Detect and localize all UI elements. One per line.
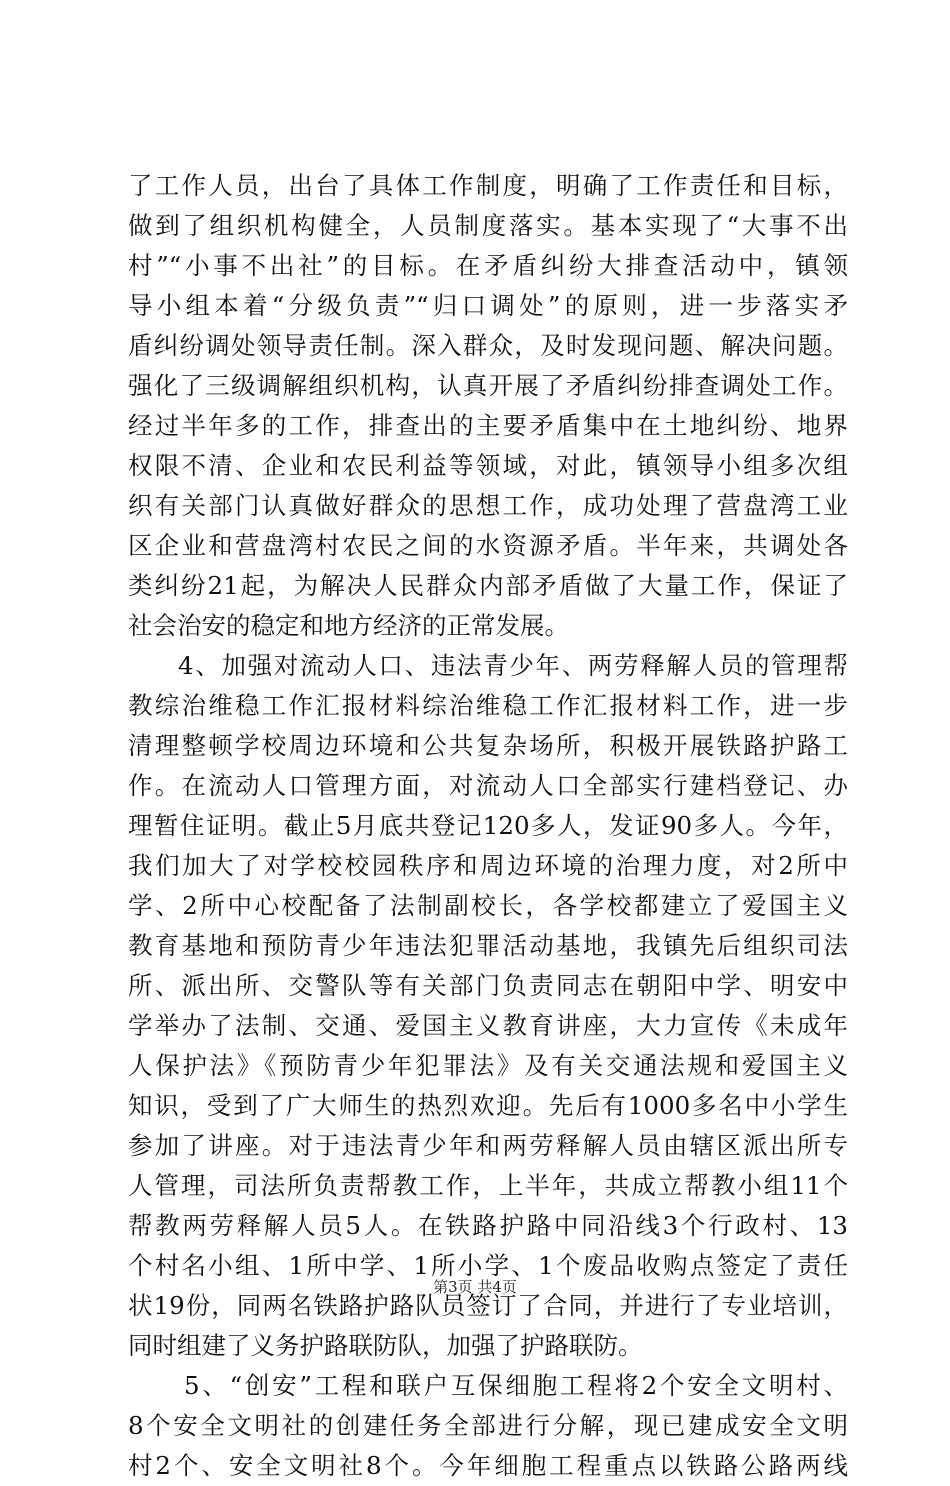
text-line-6: 强化了三级调解组织机构，认真开展了矛盾纠纷排查调处工作。 — [128, 371, 848, 400]
text-line-32: 8个安全文明社的创建任务全部进行分解，现已建成安全文明 — [128, 1411, 848, 1440]
text-line-23: 人保护法》《预防青少年犯罪法》及有关交通法规和爱国主义 — [128, 1051, 848, 1080]
text-line-22: 学举办了法制、交通、爱国主义教育讲座，大力宣传《未成年 — [128, 1011, 848, 1040]
text-line-16: 作。在流动人口管理方面，对流动人口全部实行建档登记、办 — [128, 771, 848, 800]
text-line-7: 经过半年多的工作，排查出的主要矛盾集中在土地纠纷、地界 — [128, 411, 848, 440]
text-line-33: 村2个、安全文明社8个。今年细胞工程重点以铁路公路两线 — [128, 1451, 848, 1480]
text-line-10: 区企业和营盘湾村农民之间的水资源矛盾。半年来，共调处各 — [128, 531, 848, 560]
text-line-9: 织有关部门认真做好群众的思想工作，成功处理了营盘湾工业 — [128, 491, 848, 520]
text-line-14: 教综治维稳工作汇报材料综治维稳工作汇报材料工作，进一步 — [128, 691, 848, 720]
text-line-18: 我们加大了对学校校园秩序和周边环境的治理力度，对2所中 — [128, 851, 848, 880]
text-line-8: 权限不清、企业和农民利益等领域，对此，镇领导小组多次组 — [128, 451, 848, 480]
text-line-29: 状19份，同两名铁路护路队员签订了合同，并进行了专业培训， — [128, 1291, 848, 1320]
text-line-15: 清理整顿学校周边环境和公共复杂场所，积极开展铁路护路工 — [128, 731, 848, 760]
text-line-3: 村”“小事不出社”的目标。在矛盾纠纷大排查活动中，镇领 — [128, 251, 848, 280]
text-line-5: 盾纠纷调处领导责任制。深入群众，及时发现问题、解决问题。 — [128, 331, 848, 360]
text-line-12: 社会治安的稳定和地方经济的正常发展。 — [128, 611, 569, 640]
text-line-17: 理暂住证明。截止5月底共登记120多人，发证90多人。今年， — [128, 811, 848, 840]
text-line-20: 教育基地和预防青少年违法犯罪活动基地，我镇先后组织司法 — [128, 931, 848, 960]
text-line-27: 帮教两劳释解人员5人。在铁路护路中同沿线3个行政村、13 — [128, 1211, 848, 1240]
text-line-1: 了工作人员，出台了具体工作制度，明确了工作责任和目标， — [128, 171, 848, 200]
page-footer: 第3页 共4页 — [433, 1278, 517, 1296]
text-line-19: 学、2所中心校配备了法制副校长，各学校都建立了爱国主义 — [128, 891, 848, 920]
text-line-2: 做到了组织机构健全，人员制度落实。基本实现了“大事不出 — [128, 211, 848, 240]
text-line-28: 个村名小组、1所中学、1所小学、1个废品收购点签定了责任 — [128, 1251, 848, 1280]
text-line-30: 同时组建了义务护路联防队，加强了护路联防。 — [128, 1331, 643, 1360]
text-line-25: 参加了讲座。对于违法青少年和两劳释解人员由辖区派出所专 — [128, 1131, 848, 1160]
text-line-4: 导小组本着“分级负责”“归口调处”的原则，进一步落实矛 — [128, 291, 848, 320]
text-line-24: 知识，受到了广大师生的热烈欢迎。先后有1000多名中小学生 — [128, 1091, 848, 1120]
text-line-13: 4、加强对流动人口、违法青少年、两劳释解人员的管理帮 — [178, 651, 848, 680]
text-line-26: 人管理，司法所负责帮教工作，上半年，共成立帮教小组11个 — [128, 1171, 848, 1200]
text-line-21: 所、派出所、交警队等有关部门负责同志在朝阳中学、明安中 — [128, 971, 848, 1000]
text-line-31: 5、“创安”工程和联户互保细胞工程将2个安全文明村、 — [184, 1371, 848, 1400]
text-line-11: 类纠纷21起，为解决人民群众内部矛盾做了大量工作，保证了 — [128, 571, 848, 600]
